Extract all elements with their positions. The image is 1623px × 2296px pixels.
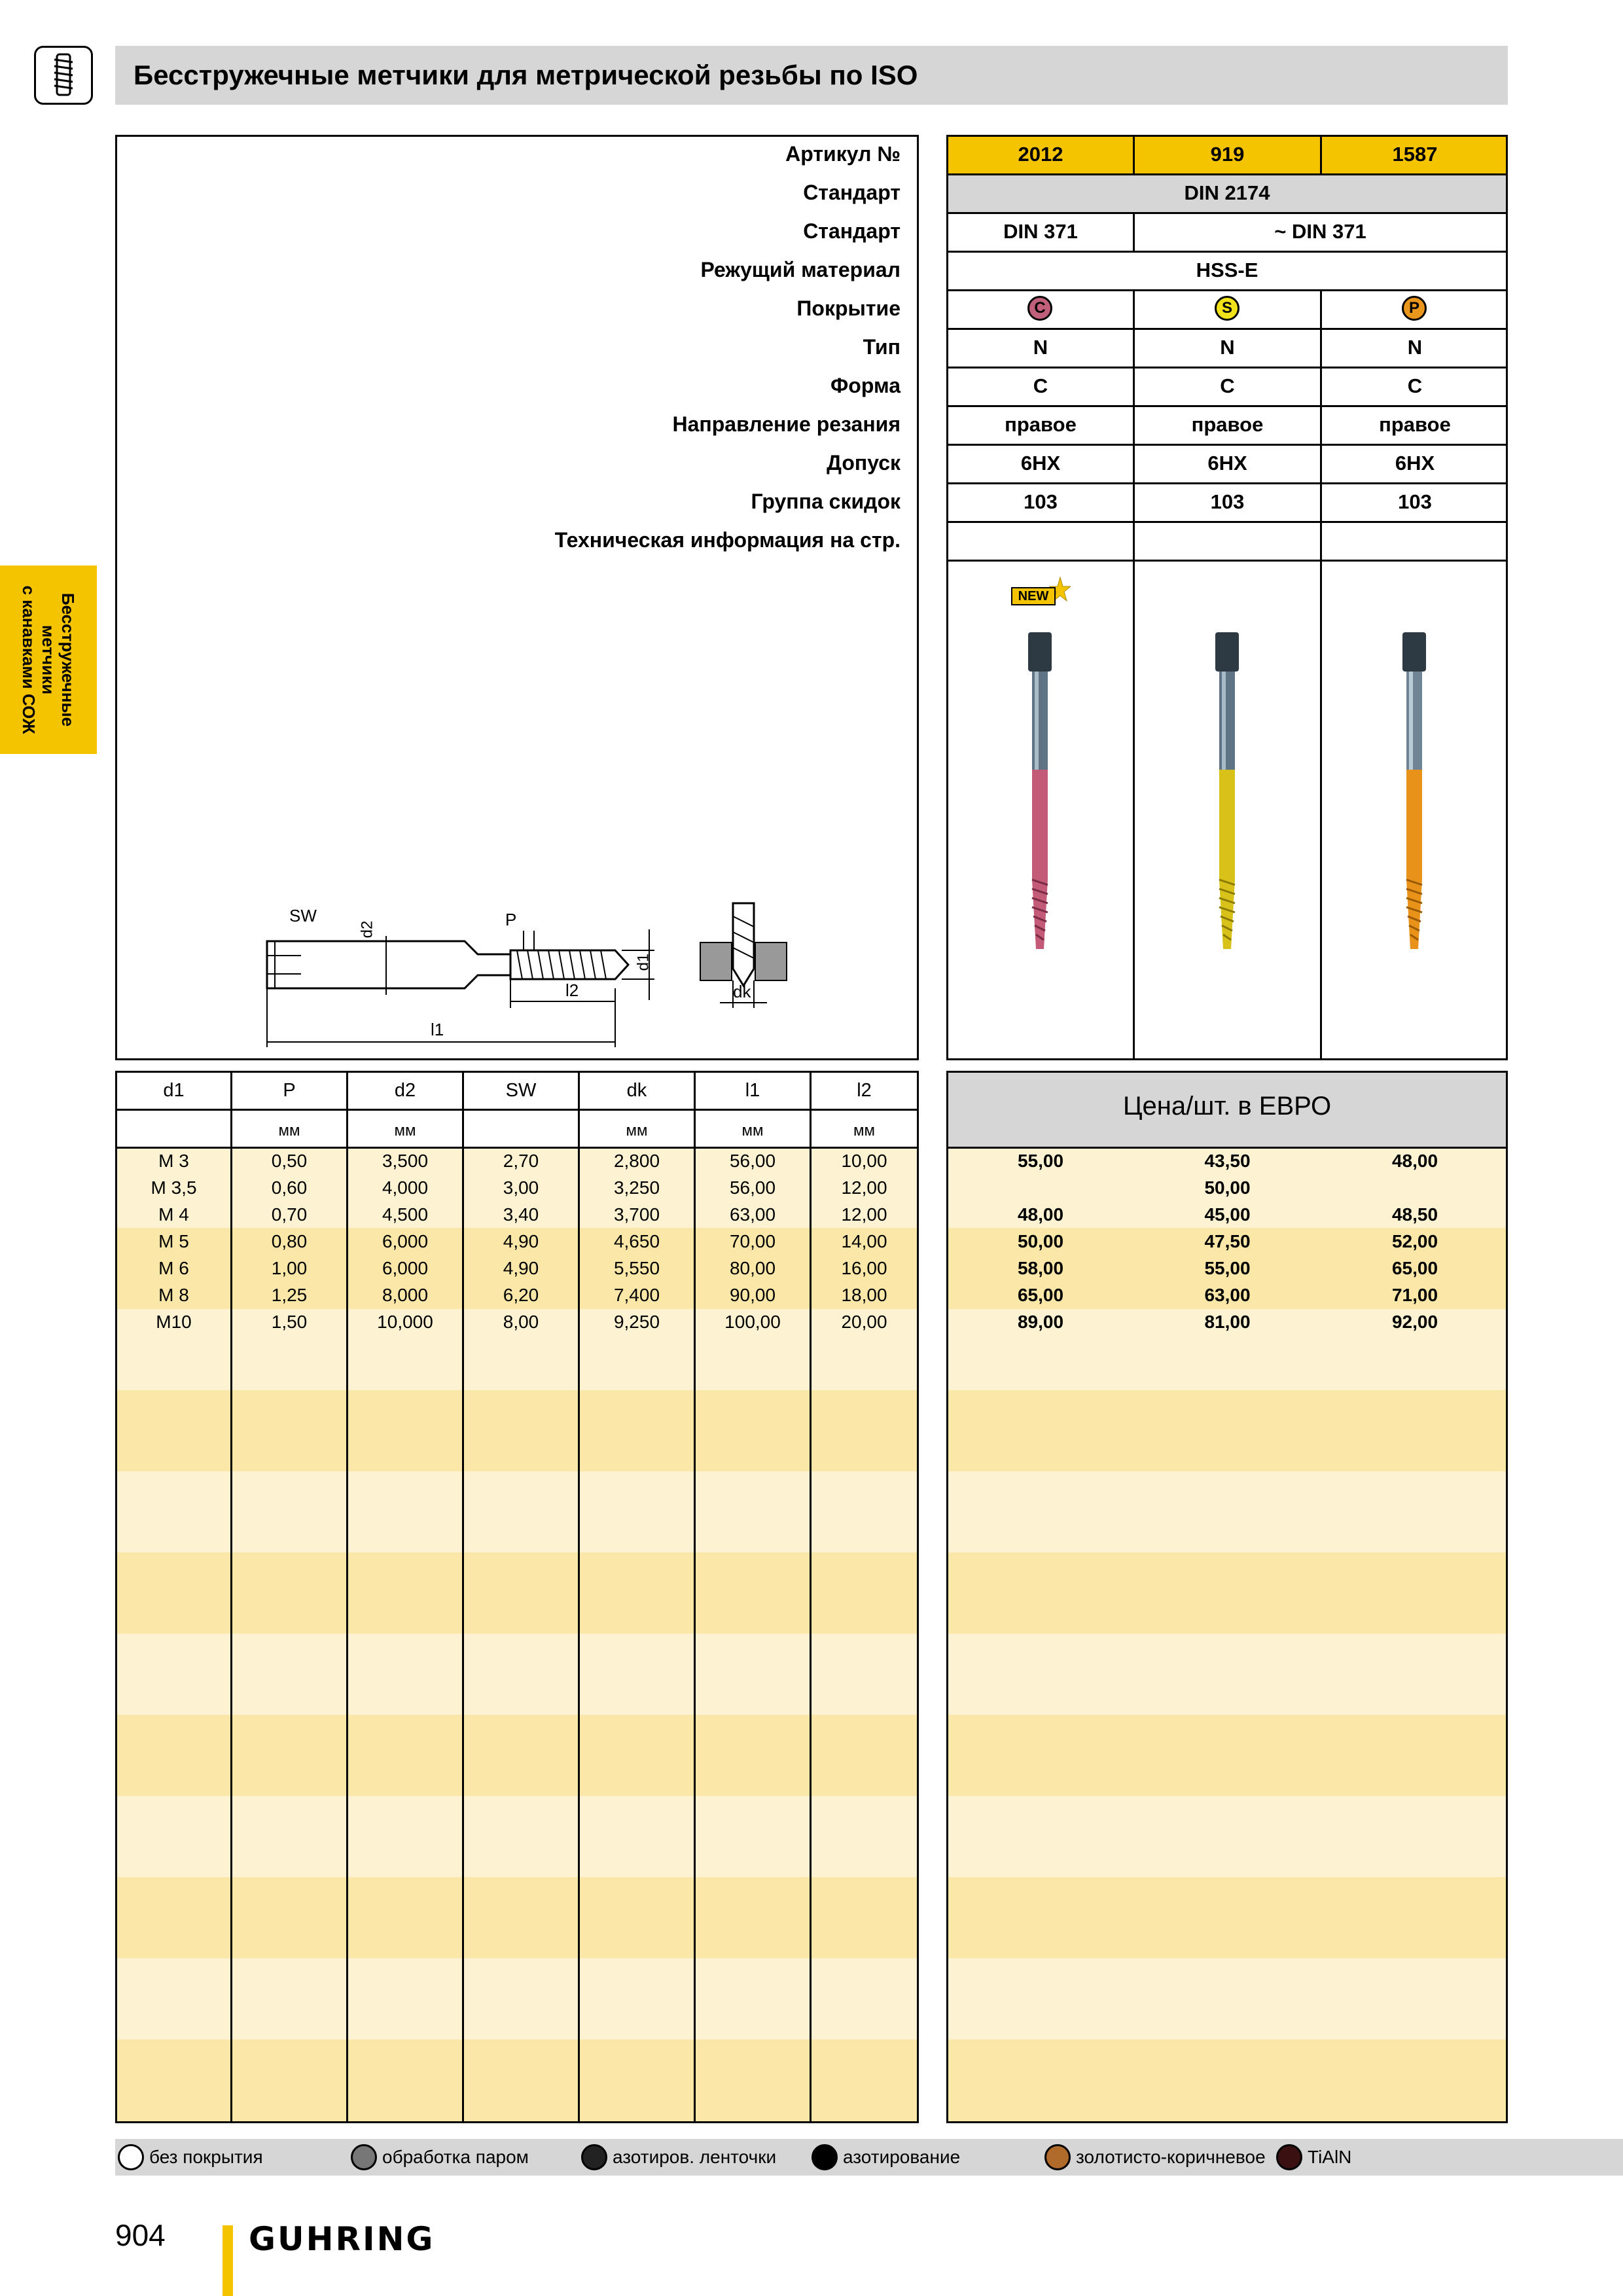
cell-p: 1,00 [271,1258,308,1278]
article-number: 919 [1210,143,1245,166]
cell-dk: 4,650 [613,1231,660,1251]
label-coating: Покрытие [796,296,901,320]
column-unit: мм [853,1122,875,1139]
cell-l2: 18,00 [841,1285,887,1305]
tialn-coating-icon [1276,2144,1302,2170]
cell-d2: 6,000 [382,1258,429,1278]
cell-p: 1,50 [271,1312,308,1332]
price-table [946,1071,1508,2123]
cell-p: 1,25 [271,1285,308,1305]
form-value: C [1033,374,1048,397]
dim-label-d2: d2 [358,920,376,939]
tap-image-919 [1201,628,1253,956]
cell-l2: 12,00 [841,1177,887,1198]
uncoated-icon [118,2144,144,2170]
gold-brown-coating-icon [1044,2144,1071,2170]
label-article: Артикул № [785,142,901,166]
label-discount-group: Группа скидок [751,490,901,513]
cell-d2: 10,000 [377,1312,433,1332]
label-form: Форма [830,374,901,397]
price-cell: 48,50 [1391,1204,1438,1225]
price-header: Цена/шт. в ЕВРО [1122,1092,1332,1121]
cell-l2: 10,00 [841,1151,887,1171]
cell-l1: 80,00 [729,1258,776,1278]
legend-label: TiAlN [1308,2147,1352,2167]
cell-dk: 3,250 [613,1177,660,1198]
cell-l2: 12,00 [841,1204,887,1225]
price-cell: 58,00 [1017,1258,1064,1278]
legend-label: золотисто-коричневое [1076,2147,1266,2167]
cell-l1: 70,00 [729,1231,776,1251]
cell-sw: 3,00 [503,1177,539,1198]
coating-badge-s: S [1215,296,1240,321]
cell-dk: 5,550 [613,1258,660,1278]
price-cell: 65,00 [1391,1258,1438,1278]
price-cell: 89,00 [1017,1312,1064,1332]
cell-d1: M 5 [158,1231,189,1251]
price-cell: 63,00 [1204,1285,1251,1305]
steam-treated-icon [351,2144,377,2170]
catalog-section-icon [34,46,93,105]
dim-label-dk: dk [733,982,751,1001]
price-cell: 48,00 [1017,1204,1064,1225]
dim-label-p: P [505,910,517,929]
discount-group-value: 103 [1024,490,1058,513]
cell-sw: 6,20 [503,1285,539,1305]
column-header-l2: l2 [857,1080,872,1101]
column-unit: мм [278,1122,300,1139]
cell-p: 0,50 [271,1151,308,1171]
legend-label: азотиров. ленточки [613,2147,777,2167]
column-unit: мм [626,1122,648,1139]
column-header-p: P [283,1080,296,1101]
coating-badge-c: C [1027,296,1052,321]
cell-l1: 56,00 [729,1151,776,1171]
footer-accent-bar [223,2225,233,2296]
price-cell: 43,50 [1204,1151,1251,1171]
standard-value: DIN 371 [1003,220,1078,243]
dim-label-d1: d1 [634,953,652,971]
column-unit: мм [741,1122,764,1139]
price-cell: 50,00 [1204,1177,1251,1198]
cell-d2: 4,000 [382,1177,429,1198]
price-cell: 55,00 [1017,1151,1064,1171]
discount-group-value: 103 [1210,490,1245,513]
price-cell: 48,00 [1391,1151,1438,1171]
legend-label: обработка паром [382,2147,529,2167]
cell-l1: 63,00 [729,1204,776,1225]
cell-d1: M10 [156,1312,192,1332]
cell-d1: M 6 [158,1258,189,1278]
cell-l1: 100,00 [724,1312,781,1332]
cell-d1: M 8 [158,1285,189,1305]
form-value: C [1407,374,1423,397]
cell-sw: 4,90 [503,1231,539,1251]
cell-l1: 90,00 [729,1285,776,1305]
cell-d2: 8,000 [382,1285,429,1305]
label-direction: Направление резания [672,412,901,436]
cell-d1: M 4 [158,1204,189,1225]
legend-label: азотирование [843,2147,961,2167]
price-cell: 45,00 [1204,1204,1251,1225]
discount-group-value: 103 [1398,490,1432,513]
label-material: Режущий материал [700,258,901,281]
price-cell: 65,00 [1017,1285,1064,1305]
cell-l2: 14,00 [841,1231,887,1251]
type-value: N [1220,336,1235,359]
tap-image-1587 [1388,628,1440,956]
cell-d1: M 3 [158,1151,189,1171]
price-cell: 52,00 [1391,1231,1438,1251]
cell-sw: 3,40 [503,1204,539,1225]
cell-sw: 4,90 [503,1258,539,1278]
label-tolerance: Допуск [827,451,901,475]
side-tab-line: Бесстружечные [58,592,78,727]
column-header-d1: d1 [163,1080,185,1101]
spec-labels [115,135,901,560]
cell-dk: 7,400 [613,1285,660,1305]
dim-label-l2: l2 [565,980,579,1000]
column-header-sw: SW [505,1080,537,1101]
column-unit: мм [394,1122,416,1139]
cell-sw: 2,70 [503,1151,539,1171]
cell-dk: 9,250 [613,1312,660,1332]
coating-badge-p: P [1402,296,1427,321]
price-cell: 71,00 [1391,1285,1438,1305]
nitrided-icon [812,2144,838,2170]
page-title: Бесстружечные метчики для метрической резьбы по ISO [134,60,918,90]
page-number: 904 [115,2218,166,2252]
dimension-table [115,1071,919,2123]
form-value: C [1220,374,1235,397]
type-value: N [1033,336,1048,359]
direction-value: правое [1005,413,1077,436]
cell-l2: 20,00 [841,1312,887,1332]
side-tab-line: с канавками СОЖ [19,585,39,734]
label-standard: Стандарт [803,219,901,243]
legend-label: без покрытия [149,2147,263,2167]
tap-technical-drawing [249,890,825,1054]
cell-d2: 3,500 [382,1151,429,1171]
cell-d2: 4,500 [382,1204,429,1225]
brand-logo: GUHRING [249,2220,435,2258]
cell-d2: 6,000 [382,1231,429,1251]
cell-p: 0,60 [271,1177,308,1198]
dim-label-sw: SW [289,906,317,925]
cell-l1: 56,00 [729,1177,776,1198]
side-tab-label [19,565,78,754]
tolerance-value: 6HX [1020,452,1061,475]
label-type: Тип [863,335,901,359]
direction-value: правое [1379,413,1451,436]
cell-p: 0,70 [271,1204,308,1225]
direction-value: правое [1191,413,1264,436]
land-nitrided-icon [581,2144,607,2170]
price-cell: 92,00 [1391,1312,1438,1332]
label-tech-info: Техническая информация на стр. [554,528,901,552]
cell-p: 0,80 [271,1231,308,1251]
cell-sw: 8,00 [503,1312,539,1332]
cell-l2: 16,00 [841,1258,887,1278]
tolerance-value: 6HX [1207,452,1247,475]
article-number: 2012 [1018,143,1063,166]
cell-d1: M 3,5 [151,1177,197,1198]
new-badge [1010,576,1071,615]
standard-value: ~ DIN 371 [1274,220,1366,243]
side-tab-line: метчики [39,624,58,695]
column-header-d2: d2 [394,1080,416,1101]
column-header-dk: dk [626,1080,647,1101]
price-cell: 47,50 [1204,1231,1251,1251]
standard-value: DIN 2174 [1184,181,1270,204]
tap-image-2012 [1014,628,1066,956]
column-header-l1: l1 [745,1080,760,1101]
cell-dk: 3,700 [613,1204,660,1225]
cell-dk: 2,800 [613,1151,660,1171]
material-value: HSS-E [1196,259,1258,281]
new-badge-label: NEW [1018,589,1049,603]
price-cell: 81,00 [1204,1312,1251,1332]
label-standard: Стандарт [803,181,901,204]
price-cell: 55,00 [1204,1258,1251,1278]
type-value: N [1407,336,1423,359]
dim-label-l1: l1 [431,1020,444,1039]
tolerance-value: 6HX [1395,452,1435,475]
price-cell: 50,00 [1017,1231,1064,1251]
article-number: 1587 [1392,143,1438,166]
